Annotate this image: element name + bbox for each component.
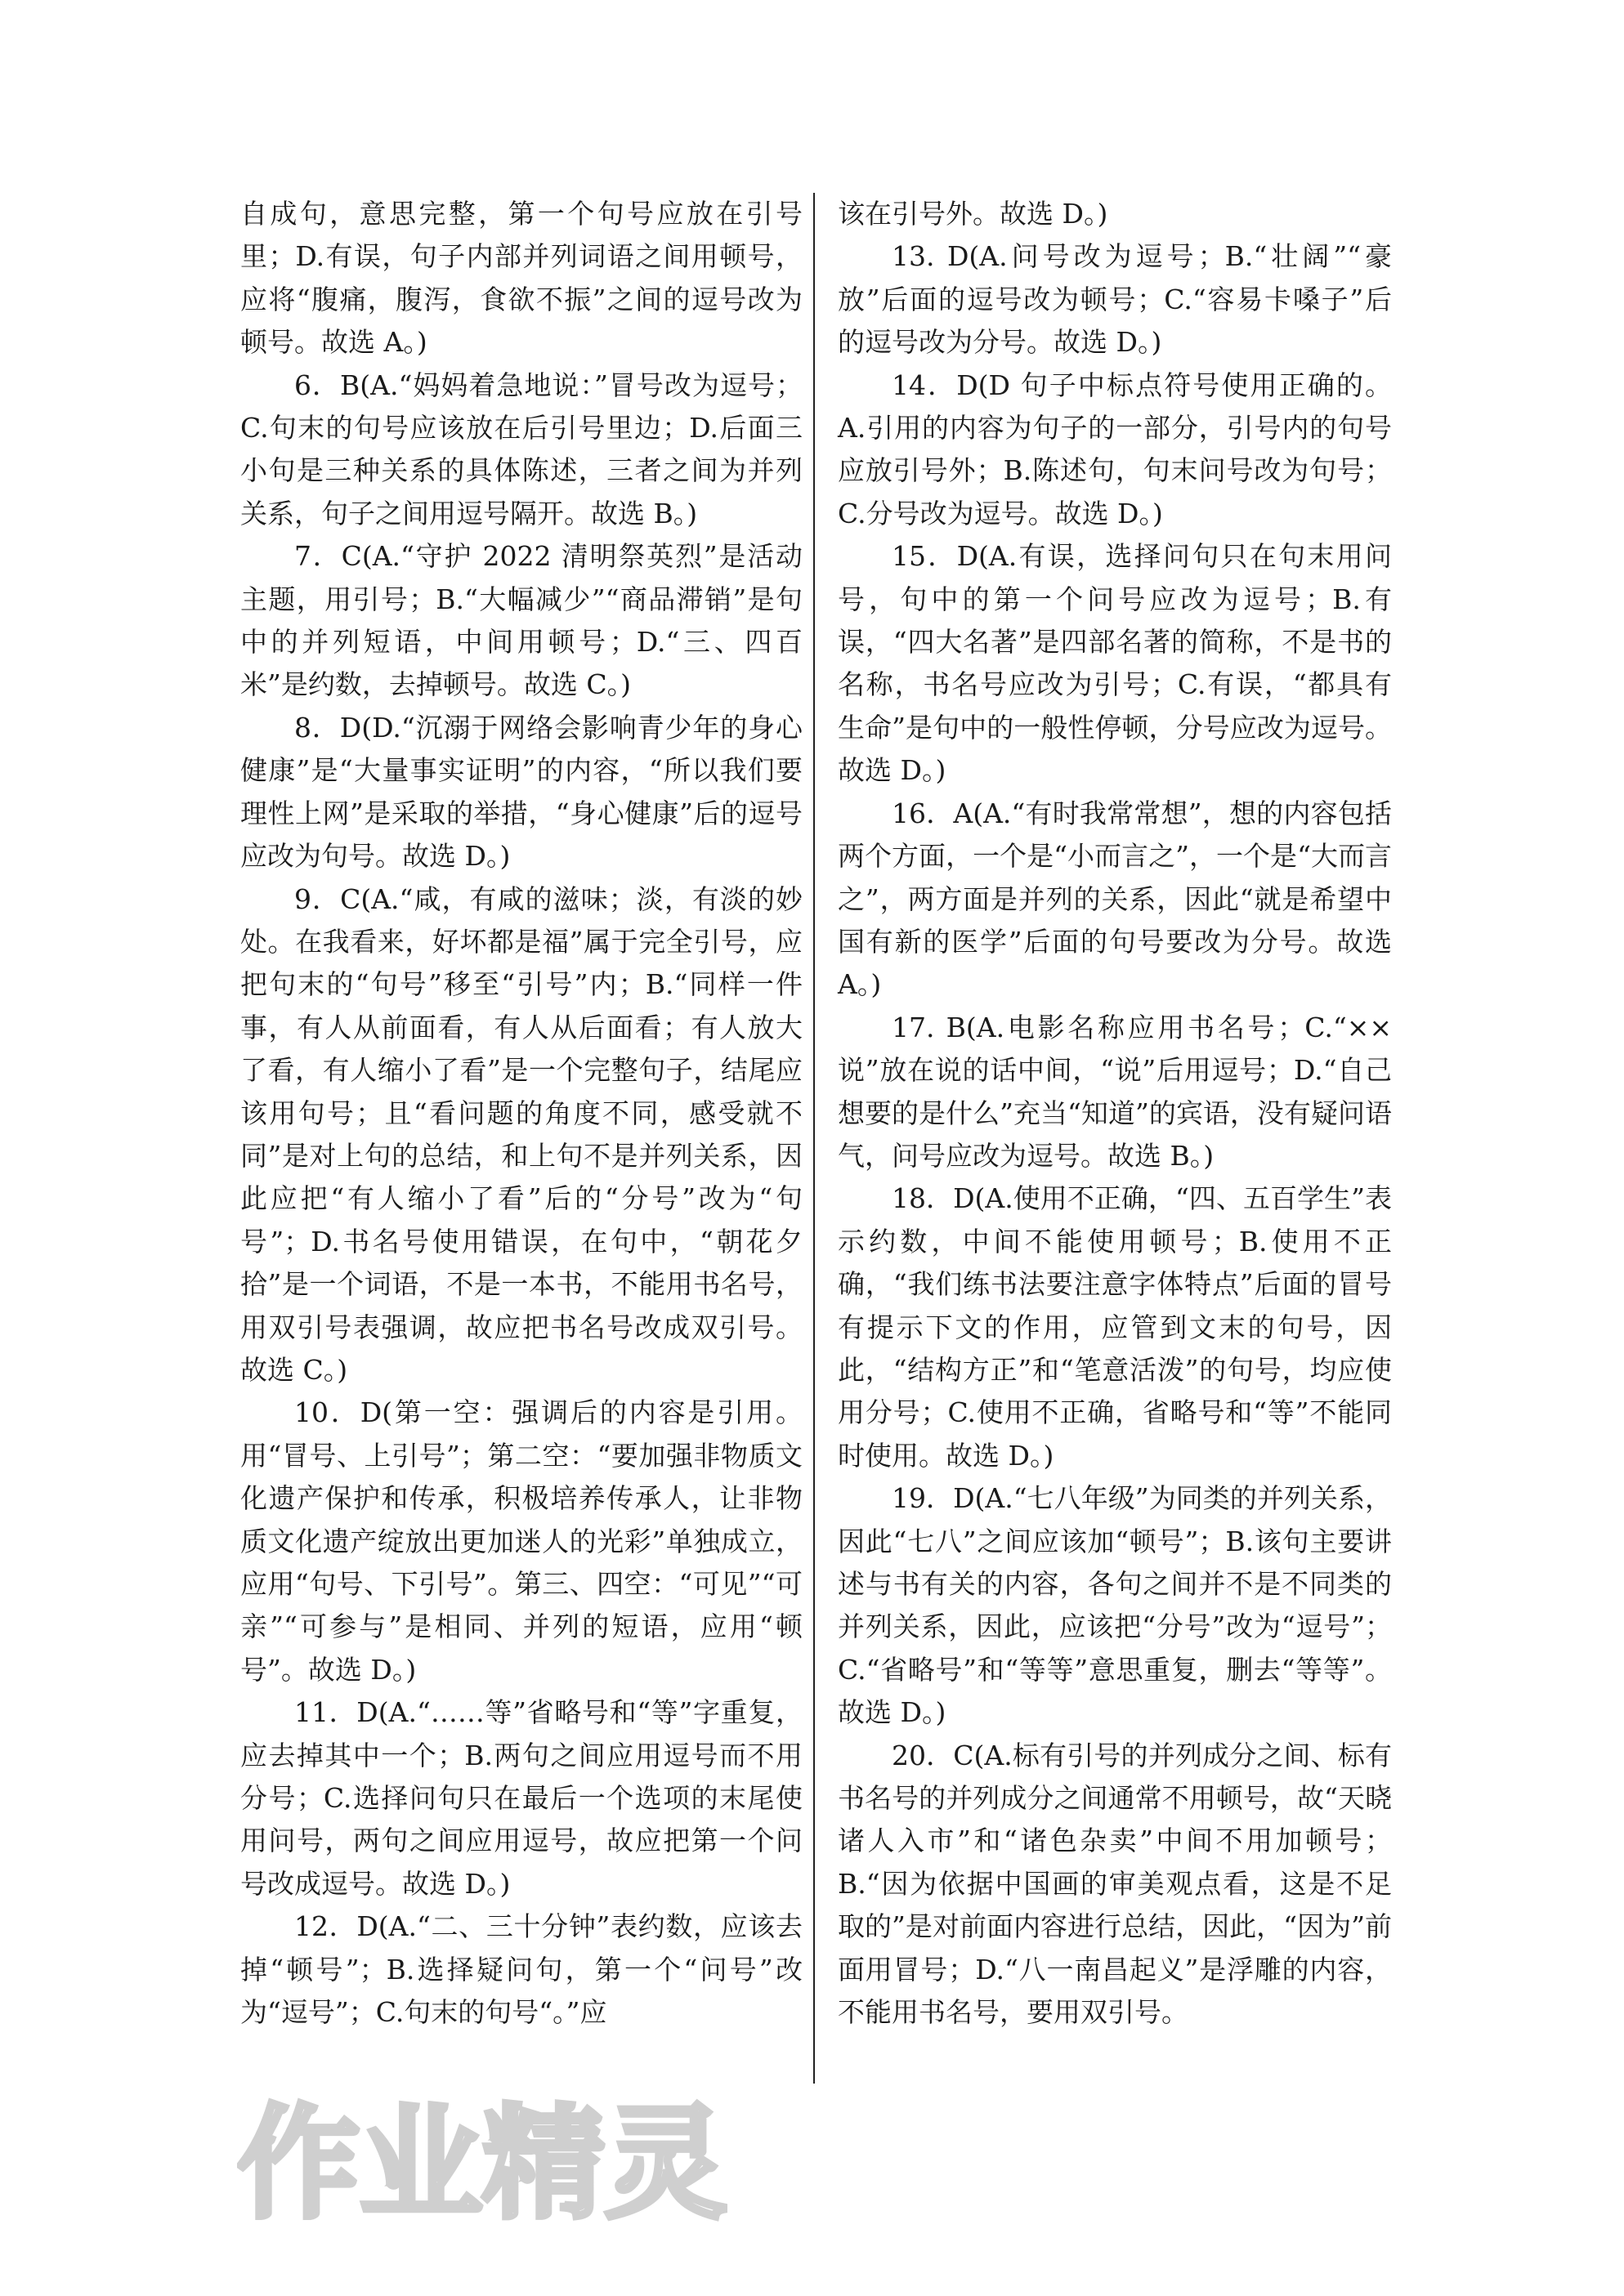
answer-paragraph: 该在引号外。故选 D。) <box>838 198 1108 230</box>
answer-paragraph: 20．C(A.标有引号的并列成分之间、标有书名号的并列成分之间通常不用顿号，故“天晓诸人入市”和“诸色杂卖”中间不用加顿号；B.“因为依据中国画的审美观点看，这是不足取的”是对前面内容进行总结，因此，“因为”前面用冒号；D.“八一南昌起义”是浮雕的内容，不能用书名号，要用双引号。 <box>838 1739 1392 2029</box>
answer-paragraph: 14．D(D 句子中标点符号使用正确的。A.引用的内容为句子的一部分，引号内的句号应放引号外；B.陈述句，句末问号改为句号；C.分号改为逗号。故选 D。) <box>838 369 1392 529</box>
answer-paragraph: 8．D(D.“沉溺于网络会影响青少年的身心健康”是“大量事实证明”的内容，“所以我们要理性上网”是采取的举措，“身心健康”后的逗号应改为句号。故选 D。) <box>240 711 803 873</box>
answer-paragraph: 6．B(A.“妈妈着急地说：”冒号改为逗号；C.句末的句号应该放在后引号里边；D.后面三小句是三种关系的具体陈述，三者之间为并列关系，句子之间用逗号隔开。故选 B。) <box>240 369 803 529</box>
watermark-text: 作业精灵 <box>237 2093 727 2231</box>
column-divider <box>813 193 815 2084</box>
left-column <box>240 193 803 2034</box>
answer-paragraph: 16．A(A.“有时我常常想”，想的内容包括两个方面，一个是“小而言之”，一个是“大而言之”，两方面是并列的关系，因此“就是希望中国有新的医学”后面的句号要改为分号。故选 A。) <box>838 797 1392 1001</box>
watermark-logo <box>237 2092 727 2231</box>
answer-paragraph: 11．D(A.“……等”省略号和“等”字重复，应去掉其中一个；B.两句之间应用逗号而不用分号；C.选择问句只在最后一个选项的末尾使用问号，两句之间应用逗号，故应把第一个问号改成逗号。故选 D。) <box>240 1696 803 1900</box>
answer-paragraph: 自成句，意思完整，第一个句号应放在引号里；D.有误，句子内部并列词语之间用顿号，应将“腹痛，腹泻，食欲不振”之间的逗号改为顿号。故选 A。) <box>240 198 803 359</box>
answer-paragraph: 10．D(第一空：强调后的内容是引用。用“冒号、上引号”；第二空：“要加强非物质文化遗产保护和传承，积极培养传承人，让非物质文化遗产绽放出更加迷人的光彩”单独成立，应用“句号、下引号”。第三、四空：“可见”“可亲”“可参与”是相同、并列的短语，应用“顿号”。故选 D。) <box>240 1396 803 1686</box>
answer-paragraph: 13. D(A.问号改为逗号；B.“壮阔”“豪放”后面的逗号改为顿号；C.“容易卡嗓子”后的逗号改为分号。故选 D。) <box>838 240 1392 359</box>
answer-paragraph: 12．D(A.“二、三十分钟”表约数，应该去掉“顿号”；B.选择疑问句，第一个“问号”改为“逗号”；C.句末的句号“。”应 <box>240 1910 803 2029</box>
answer-paragraph: 19．D(A.“七八年级”为同类的并列关系，因此“七八”之间应该加“顿号”；B.该句主要讲述与书有关的内容，各句之间并不是不同类的并列关系，因此，应该把“分号”改为“逗号”；C.“省略号”和“等等”意思重复，删去“等等”。故选 D。) <box>838 1482 1392 1729</box>
answer-paragraph: 7．C(A.“守护 2022 清明祭英烈”是活动主题，用引号；B.“大幅减少”“商品滞销”是句中的并列短语，中间用顿号；D.“三、四百米”是约数，去掉顿号。故选 C。) <box>240 540 803 701</box>
answer-paragraph: 15．D(A.有误，选择问句只在句末用问号，句中的第一个问号应改为逗号；B.有误，“四大名著”是四部名著的简称，不是书的名称，书名号应改为引号；C.有误，“都具有生命”是句中的一般性停顿，分号应改为逗号。故选 D。) <box>838 540 1392 787</box>
right-column <box>838 193 1392 2034</box>
answer-paragraph: 9．C(A.“咸，有咸的滋味；淡，有淡的妙处。在我看来，好坏都是福”属于完全引号，应把句末的“句号”移至“引号”内；B.“同样一件事，有人从前面看，有人从后面看；有人放大了看，有人缩小了看”是一个完整句子，结尾应该用句号；且“看问题的角度不同，感受就不同”是对上句的总结，和上句不是并列关系，因此应把“有人缩小了看”后的“分号”改为“句号”；D.书名号使用错误，在句中，“朝花夕拾”是一个词语，不是一本书，不能用书名号，用双引号表强调，故应把书名号改成双引号。故选 C。) <box>240 882 803 1386</box>
answer-paragraph: 18．D(A.使用不正确，“四、五百学生”表示约数，中间不能使用顿号；B.使用不正确，“我们练书法要注意字体特点”后面的冒号有提示下文的作用，应管到文末的句号，因此，“结构方正”和“笔意活泼”的句号，均应使用分号；C.使用不正确，省略号和“等”不能同时使用。故选 D。) <box>838 1182 1392 1472</box>
answer-paragraph: 17. B(A.电影名称应用书名号；C.“××说”放在说的话中间，“说”后用逗号；D.“自己想要的是什么”充当“知道”的宾语，没有疑问语气，问号应改为逗号。故选 B。) <box>838 1011 1392 1172</box>
